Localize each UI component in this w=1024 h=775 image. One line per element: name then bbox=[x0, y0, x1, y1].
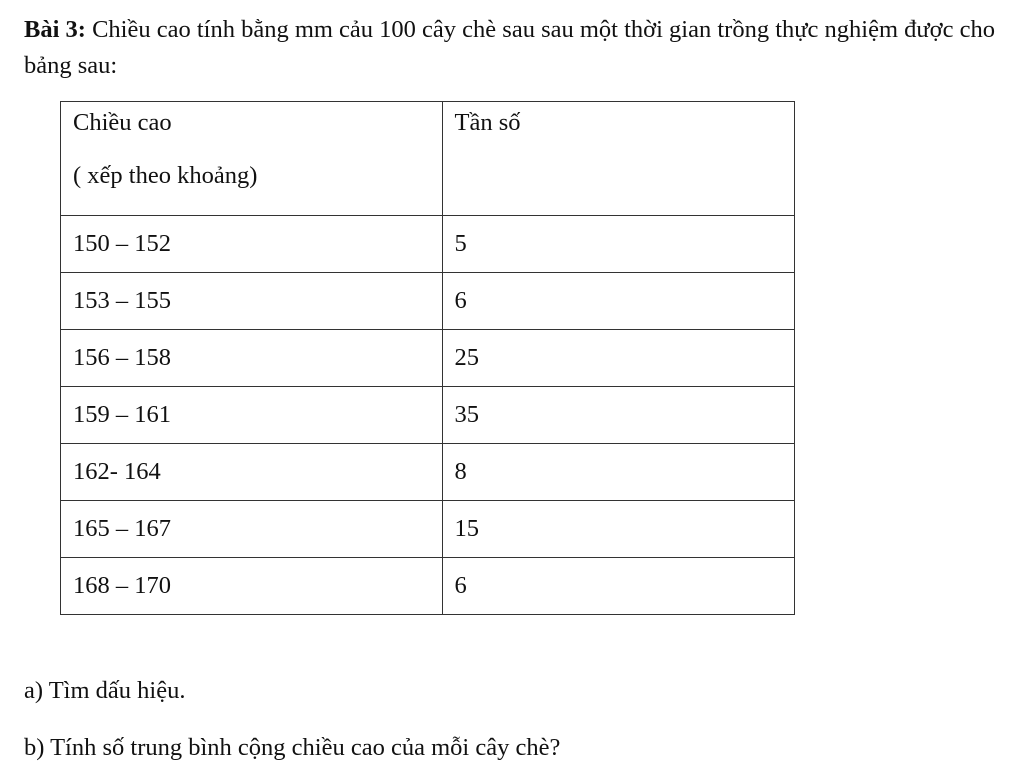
problem-intro-text: Chiều cao tính bằng mm cảu 100 cây chè sau sau một thời gian trồng thực nghiệm được cho bảng sau: bbox=[24, 16, 996, 79]
header-height-cell bbox=[61, 102, 443, 216]
table-row bbox=[61, 387, 795, 444]
range-cell: 156 – 158 bbox=[61, 330, 443, 387]
table-row bbox=[61, 501, 795, 558]
range-cell: 162- 164 bbox=[61, 444, 443, 501]
range-cell: 168 – 170 bbox=[61, 558, 443, 615]
frequency-cell: 25 bbox=[442, 330, 794, 387]
header-frequency-cell bbox=[442, 102, 794, 216]
header-height-sublabel: ( xếp theo khoảng) bbox=[73, 162, 258, 189]
header-frequency-label: Tần số bbox=[454, 109, 521, 136]
frequency-table bbox=[60, 101, 795, 615]
problem-number: Bài 3: bbox=[24, 16, 86, 43]
range-cell: 153 – 155 bbox=[61, 273, 443, 330]
table-row bbox=[61, 330, 795, 387]
frequency-cell: 8 bbox=[442, 444, 794, 501]
frequency-cell: 6 bbox=[442, 273, 794, 330]
table-row bbox=[61, 273, 795, 330]
frequency-cell: 6 bbox=[442, 558, 794, 615]
frequency-cell: 35 bbox=[442, 387, 794, 444]
range-cell: 159 – 161 bbox=[61, 387, 443, 444]
frequency-cell: 5 bbox=[442, 216, 794, 273]
range-cell: 165 – 167 bbox=[61, 501, 443, 558]
question-a: a) Tìm dấu hiệu. bbox=[24, 677, 186, 704]
question-b: b) Tính số trung bình cộng chiều cao của mỗi cây chè? bbox=[24, 734, 561, 761]
table-row bbox=[61, 444, 795, 501]
frequency-cell: 15 bbox=[442, 501, 794, 558]
problem-statement bbox=[24, 12, 1014, 84]
table-row bbox=[61, 558, 795, 615]
range-cell: 150 – 152 bbox=[61, 216, 443, 273]
table-header-row bbox=[61, 102, 795, 216]
table-row bbox=[61, 216, 795, 273]
header-height-label: Chiều cao bbox=[73, 109, 172, 136]
